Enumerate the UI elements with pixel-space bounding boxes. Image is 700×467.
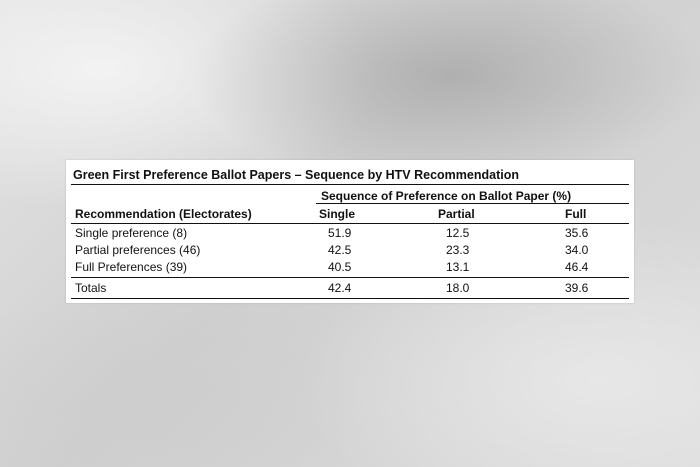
column-header-single: Single <box>319 207 356 221</box>
row-value-single: 42.5 <box>328 243 352 257</box>
column-header-partial: Partial <box>438 207 475 221</box>
group-header: Sequence of Preference on Ballot Paper (%) <box>321 189 572 203</box>
row-label: Partial preferences (46) <box>75 243 201 257</box>
title-rule <box>71 184 629 185</box>
bottom-rule <box>71 298 629 299</box>
row-value-single: 40.5 <box>328 260 352 274</box>
totals-value-partial: 18.0 <box>446 281 470 295</box>
column-header-full: Full <box>565 207 587 221</box>
row-value-full: 46.4 <box>565 260 589 274</box>
row-value-partial: 12.5 <box>446 226 470 240</box>
header-rule <box>71 223 629 224</box>
row-value-partial: 23.3 <box>446 243 470 257</box>
table-card <box>66 160 634 303</box>
row-label: Full Preferences (39) <box>75 260 188 274</box>
row-label: Single preference (8) <box>75 226 188 240</box>
row-value-single: 51.9 <box>328 226 352 240</box>
totals-value-full: 39.6 <box>565 281 589 295</box>
totals-value-single: 42.4 <box>328 281 352 295</box>
totals-rule <box>71 277 629 278</box>
row-value-partial: 13.1 <box>446 260 470 274</box>
row-value-full: 34.0 <box>565 243 589 257</box>
row-value-full: 35.6 <box>565 226 589 240</box>
table-title: Green First Preference Ballot Papers – Sequence by HTV Recommendation <box>73 168 519 182</box>
group-header-rule <box>316 203 629 204</box>
totals-label: Totals <box>75 281 107 295</box>
row-header: Recommendation (Electorates) <box>75 207 252 221</box>
